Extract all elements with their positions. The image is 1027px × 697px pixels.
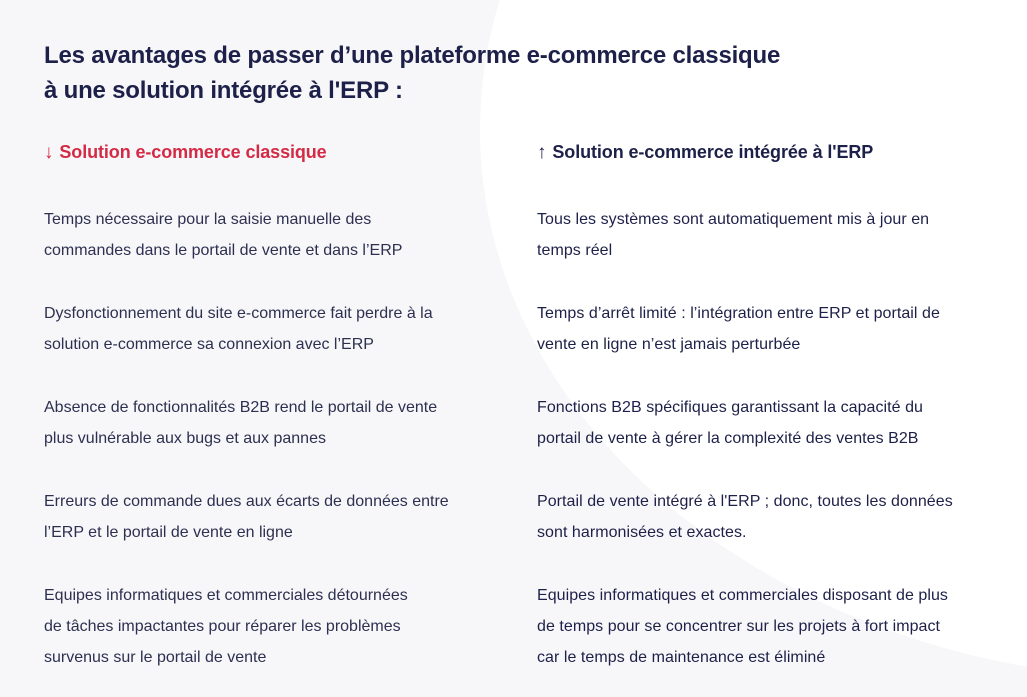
classic-items-list [44,204,494,674]
page-title: Les avantages de passer d’une plateforme e-commerce classique à une solution intégrée à l'ERP : [44,42,781,104]
classic-ecommerce-column [44,140,494,666]
list-item: Portail de vente intégré à l'ERP ; donc, toutes les données sont harmonisées et exactes. [537,493,953,541]
arrow-down-icon: ↓ [44,141,54,163]
arrow-up-icon: ↑ [537,141,547,163]
erp-integrated-column [537,140,1004,666]
list-item: Dysfonctionnement du site e-commerce fait perdre à la solution e-commerce sa connexion avec l’ERP [44,305,433,353]
comparison-section [44,38,1004,666]
list-item: Tous les systèmes sont automatiquement mis à jour en temps réel [537,211,930,259]
erp-items-list [537,204,1004,674]
erp-column-title: Solution e-commerce intégrée à l'ERP [552,141,874,162]
list-item: Equipes informatiques et commerciales détournées de tâches impactantes pour réparer les problèmes survenus sur le portail de vente [44,587,408,666]
classic-column-heading [44,140,494,164]
list-item: Temps nécessaire pour la saisie manuelle des commandes dans le portail de vente et dans l’ERP [44,211,403,259]
list-item: Equipes informatiques et commerciales disposant de plus de temps pour se concentrer sur les projets à fort impact car le temps de maintenance est éliminé [537,587,948,666]
classic-column-title: Solution e-commerce classique [59,141,327,162]
list-item: Absence de fonctionnalités B2B rend le portail de vente plus vulnérable aux bugs et aux pannes [44,399,438,447]
erp-column-heading [537,140,1004,164]
list-item: Temps d’arrêt limité : l’intégration entre ERP et portail de vente en ligne n’est jamais perturbée [537,305,940,353]
list-item: Fonctions B2B spécifiques garantissant la capacité du portail de vente à gérer la complexité des ventes B2B [537,399,923,447]
list-item: Erreurs de commande dues aux écarts de données entre l’ERP et le portail de vente en ligne [44,493,449,541]
